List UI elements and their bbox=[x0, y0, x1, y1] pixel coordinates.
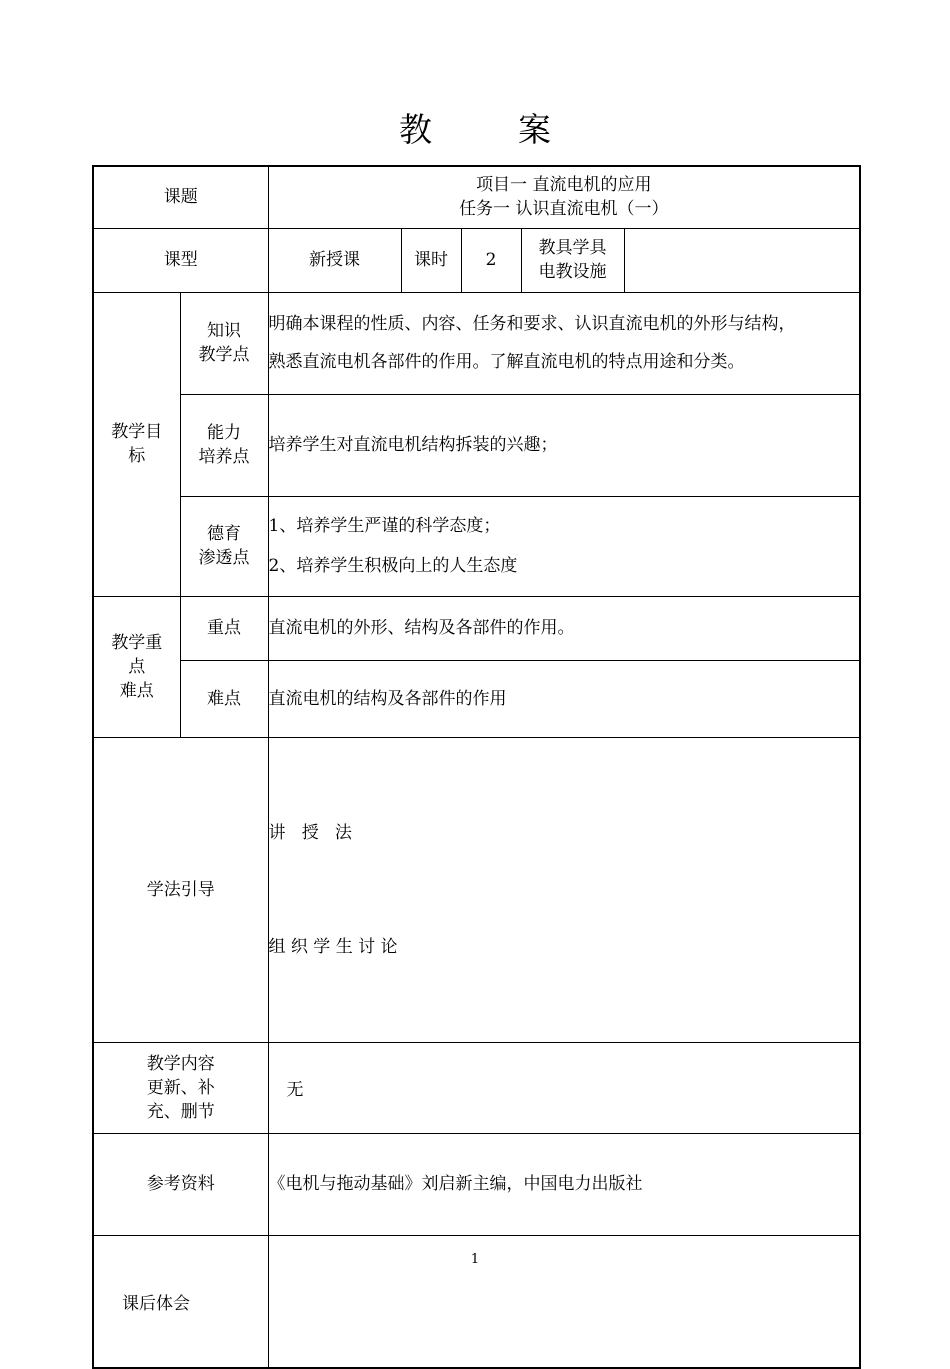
updates-text: 无 bbox=[268, 1042, 860, 1133]
updates-label-line-1: 教学内容 bbox=[146, 1053, 215, 1074]
teaching-aids-label-line-1: 教具学具 bbox=[538, 238, 607, 258]
page-number: 1 bbox=[470, 1252, 480, 1267]
difficulty-text: 直流电机的结构及各部件的作用 bbox=[268, 660, 860, 737]
knowledge-label-line-1: 知识 bbox=[207, 321, 241, 341]
row-focus bbox=[93, 596, 860, 660]
objectives-label-line-2: 标 bbox=[128, 446, 146, 466]
row-updates bbox=[93, 1042, 860, 1133]
method-label: 学法引导 bbox=[93, 737, 268, 1042]
topic-value bbox=[268, 166, 860, 228]
moral-label bbox=[180, 496, 268, 596]
method-line-1: 讲 授 法 bbox=[268, 822, 352, 843]
method-text bbox=[268, 737, 860, 1042]
key-points-label-line-1: 教学重 bbox=[111, 632, 163, 653]
class-hours-value: 2 bbox=[461, 228, 521, 292]
objectives-label bbox=[93, 292, 180, 596]
key-points-label-line-2: 点 bbox=[128, 656, 146, 677]
row-topic bbox=[93, 166, 860, 228]
row-method bbox=[93, 737, 860, 1042]
row-knowledge bbox=[93, 292, 860, 394]
document-title bbox=[0, 104, 950, 151]
reflection-label: 课后体会 bbox=[93, 1235, 268, 1368]
row-references bbox=[93, 1133, 860, 1235]
row-difficulty bbox=[93, 660, 860, 737]
row-moral bbox=[93, 496, 860, 596]
title-char-2: 案 bbox=[518, 110, 551, 149]
knowledge-line-1: 明确本课程的性质、内容、任务和要求、认识直流电机的外形与结构， bbox=[268, 314, 796, 334]
moral-label-line-1: 德育 bbox=[207, 524, 241, 544]
updates-label-line-2: 更新、补 bbox=[146, 1077, 215, 1098]
teaching-aids-label bbox=[521, 228, 624, 292]
moral-text bbox=[268, 496, 860, 596]
lesson-plan-table bbox=[92, 165, 861, 1369]
ability-label-line-1: 能力 bbox=[207, 423, 241, 443]
topic-line-1: 项目一 直流电机的应用 bbox=[476, 175, 652, 196]
objectives-label-line-1: 教学目 bbox=[111, 422, 163, 442]
moral-line-2: 2、培养学生积极向上的人生态度 bbox=[268, 556, 518, 576]
references-text: 《电机与拖动基础》刘启新主编，中国电力出版社 bbox=[268, 1133, 860, 1235]
lesson-type-value: 新授课 bbox=[268, 228, 401, 292]
teaching-aids-label-line-2: 电教设施 bbox=[538, 262, 607, 282]
class-hours-label: 课时 bbox=[401, 228, 461, 292]
difficulty-label: 难点 bbox=[180, 660, 268, 737]
updates-label-line-3: 充、删节 bbox=[146, 1101, 215, 1122]
title-char-1: 教 bbox=[399, 110, 432, 149]
key-points-label bbox=[93, 596, 180, 737]
knowledge-label bbox=[180, 292, 268, 394]
references-label: 参考资料 bbox=[93, 1133, 268, 1235]
ability-label-line-2: 培养点 bbox=[198, 447, 250, 467]
topic-line-2: 任务一 认识直流电机（一） bbox=[459, 199, 669, 220]
focus-label: 重点 bbox=[180, 596, 268, 660]
updates-label bbox=[93, 1042, 268, 1133]
focus-text: 直流电机的外形、结构及各部件的作用。 bbox=[268, 596, 860, 660]
teaching-aids-value bbox=[624, 228, 860, 292]
knowledge-label-line-2: 教学点 bbox=[198, 345, 250, 365]
moral-line-1: 1、培养学生严谨的科学态度； bbox=[268, 516, 501, 536]
lesson-type-label: 课型 bbox=[93, 228, 268, 292]
topic-label: 课题 bbox=[93, 166, 268, 228]
row-lesson-type bbox=[93, 228, 860, 292]
knowledge-text bbox=[268, 292, 860, 394]
method-line-2: 组 织 学 生 讨 论 bbox=[268, 936, 398, 957]
ability-label bbox=[180, 394, 268, 496]
knowledge-line-2: 熟悉直流电机各部件的作用。了解直流电机的特点用途和分类。 bbox=[268, 352, 745, 372]
moral-label-line-2: 渗透点 bbox=[198, 548, 250, 568]
row-ability bbox=[93, 394, 860, 496]
key-points-label-line-3: 难点 bbox=[119, 680, 154, 701]
ability-text: 培养学生对直流电机结构拆装的兴趣； bbox=[268, 394, 860, 496]
